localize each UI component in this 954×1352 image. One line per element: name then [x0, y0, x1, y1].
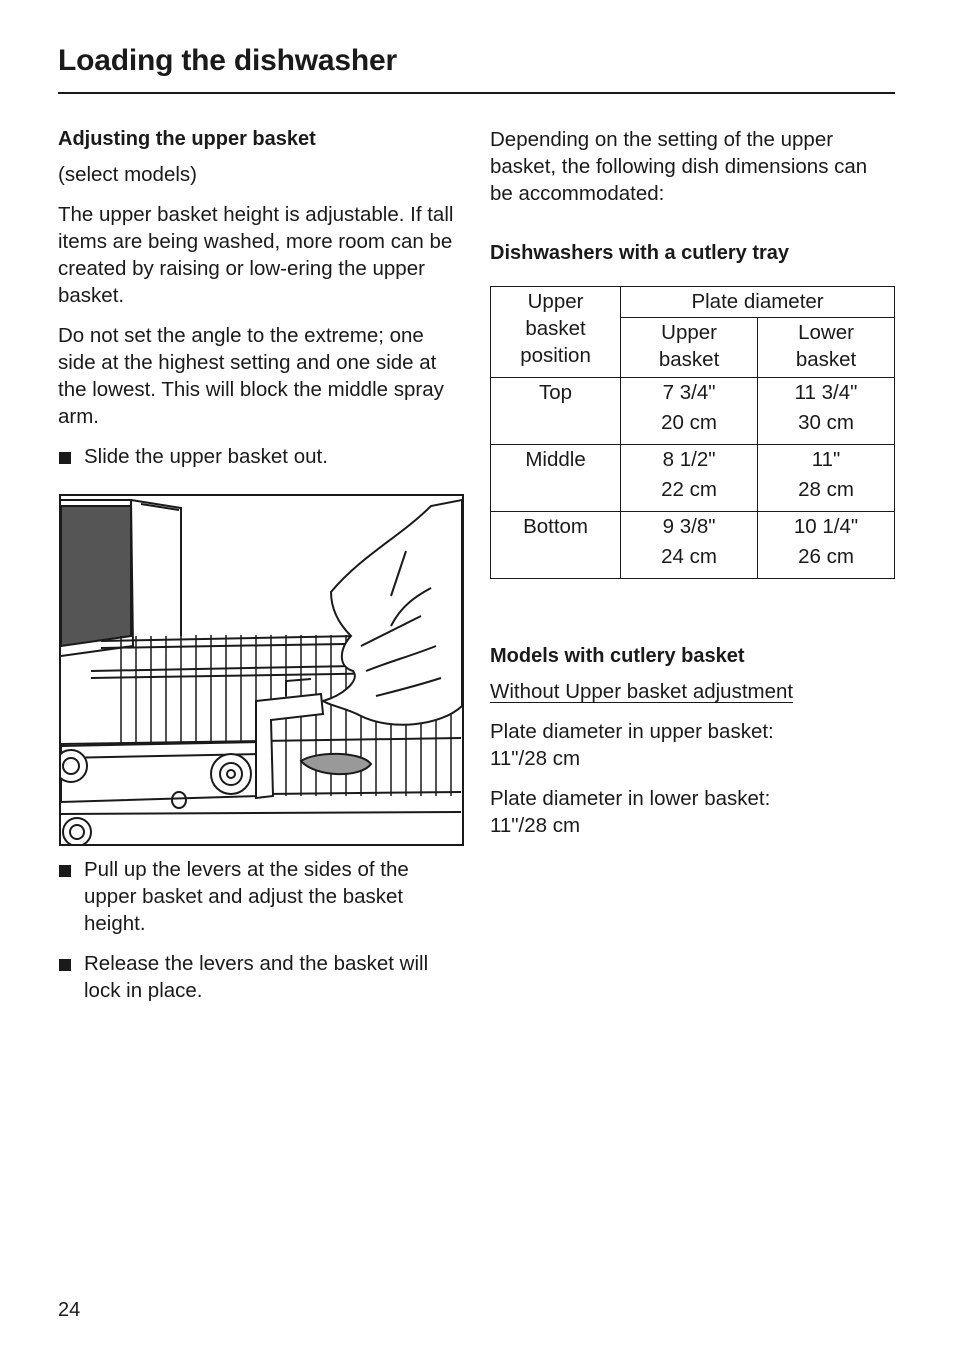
intro-paragraph: Depending on the setting of the upper basket, the following dish dimensions can be accommodated:	[490, 128, 868, 205]
header-position-label: Upper basket position	[520, 290, 591, 367]
lower-plate-value: 11"/28 cm	[490, 814, 581, 837]
cell-position: Bottom	[491, 512, 621, 579]
cell-lower-cm: 26 cm	[798, 545, 854, 568]
cell-upper	[621, 512, 758, 579]
plate-diameter-table	[490, 286, 895, 579]
left-column	[58, 126, 458, 470]
header-upper-label: Upper basket	[658, 321, 720, 371]
cell-upper-in: 7 3/4"	[662, 381, 716, 404]
para1-text: The upper basket height is adjustable. If tall items are being washed, more room can be created by raising or low-ering the upper basket.	[58, 203, 454, 307]
cell-lower	[758, 445, 895, 512]
basket-drawing	[61, 496, 462, 844]
upper-plate-value: 11"/28 cm	[490, 747, 581, 770]
paragraph-adjustable	[58, 201, 458, 309]
cell-lower-in: 11 3/4"	[794, 381, 858, 404]
step-pull-levers: Pull up the levers at the sides of the upper basket and adjust the basket height.	[58, 856, 458, 937]
cell-upper-cm: 22 cm	[661, 478, 717, 501]
select-models-note: (select models)	[58, 163, 197, 186]
basket-subheading: Without Upper basket adjustment	[490, 680, 794, 703]
cell-upper-in: 8 1/2"	[662, 448, 716, 471]
cell-upper-cm: 24 cm	[661, 545, 717, 568]
upper-plate-label: Plate diameter in upper basket:	[490, 720, 774, 743]
paragraph-warning: Do not set the angle to the extreme; one side at the highest setting and one side at the lowest. This will block the middle spray arm.	[58, 324, 444, 428]
table-row	[491, 512, 895, 579]
right-column	[490, 126, 895, 267]
basket-illustration	[59, 494, 464, 846]
header-position	[491, 287, 621, 378]
title-divider	[58, 92, 895, 94]
header-lower-label: Lower basket	[795, 321, 857, 371]
section-heading-adjusting: Adjusting the upper basket	[58, 128, 316, 150]
header-plate-diameter: Plate diameter	[621, 287, 895, 318]
table-row	[491, 378, 895, 445]
table-header-row	[491, 287, 895, 318]
cell-upper	[621, 445, 758, 512]
page-title: Loading the dishwasher	[58, 44, 397, 77]
cell-lower	[758, 512, 895, 579]
lower-plate-label: Plate diameter in lower basket:	[490, 787, 771, 810]
cell-lower	[758, 378, 895, 445]
cell-lower-in: 11"	[811, 448, 841, 471]
cell-upper-in: 9 3/8"	[662, 515, 716, 538]
step-slide-out: Slide the upper basket out.	[58, 443, 458, 470]
left-column-steps	[58, 856, 458, 1004]
cell-lower-in: 10 1/4"	[793, 515, 859, 538]
cell-position: Top	[491, 378, 621, 445]
cell-lower-cm: 30 cm	[798, 411, 854, 434]
table-row	[491, 445, 895, 512]
section-heading-cutlery-basket: Models with cutlery basket	[490, 645, 745, 667]
header-upper-basket	[621, 318, 758, 378]
cell-lower-cm: 28 cm	[798, 478, 854, 501]
step-release-levers: Release the levers and the basket will lock in place.	[58, 950, 458, 1004]
page-number: 24	[58, 1299, 81, 1321]
right-column-basket	[490, 643, 895, 839]
header-lower-basket	[758, 318, 895, 378]
cell-position: Middle	[491, 445, 621, 512]
section-heading-cutlery-tray: Dishwashers with a cutlery tray	[490, 242, 790, 264]
cell-upper	[621, 378, 758, 445]
cell-upper-cm: 20 cm	[661, 411, 717, 434]
